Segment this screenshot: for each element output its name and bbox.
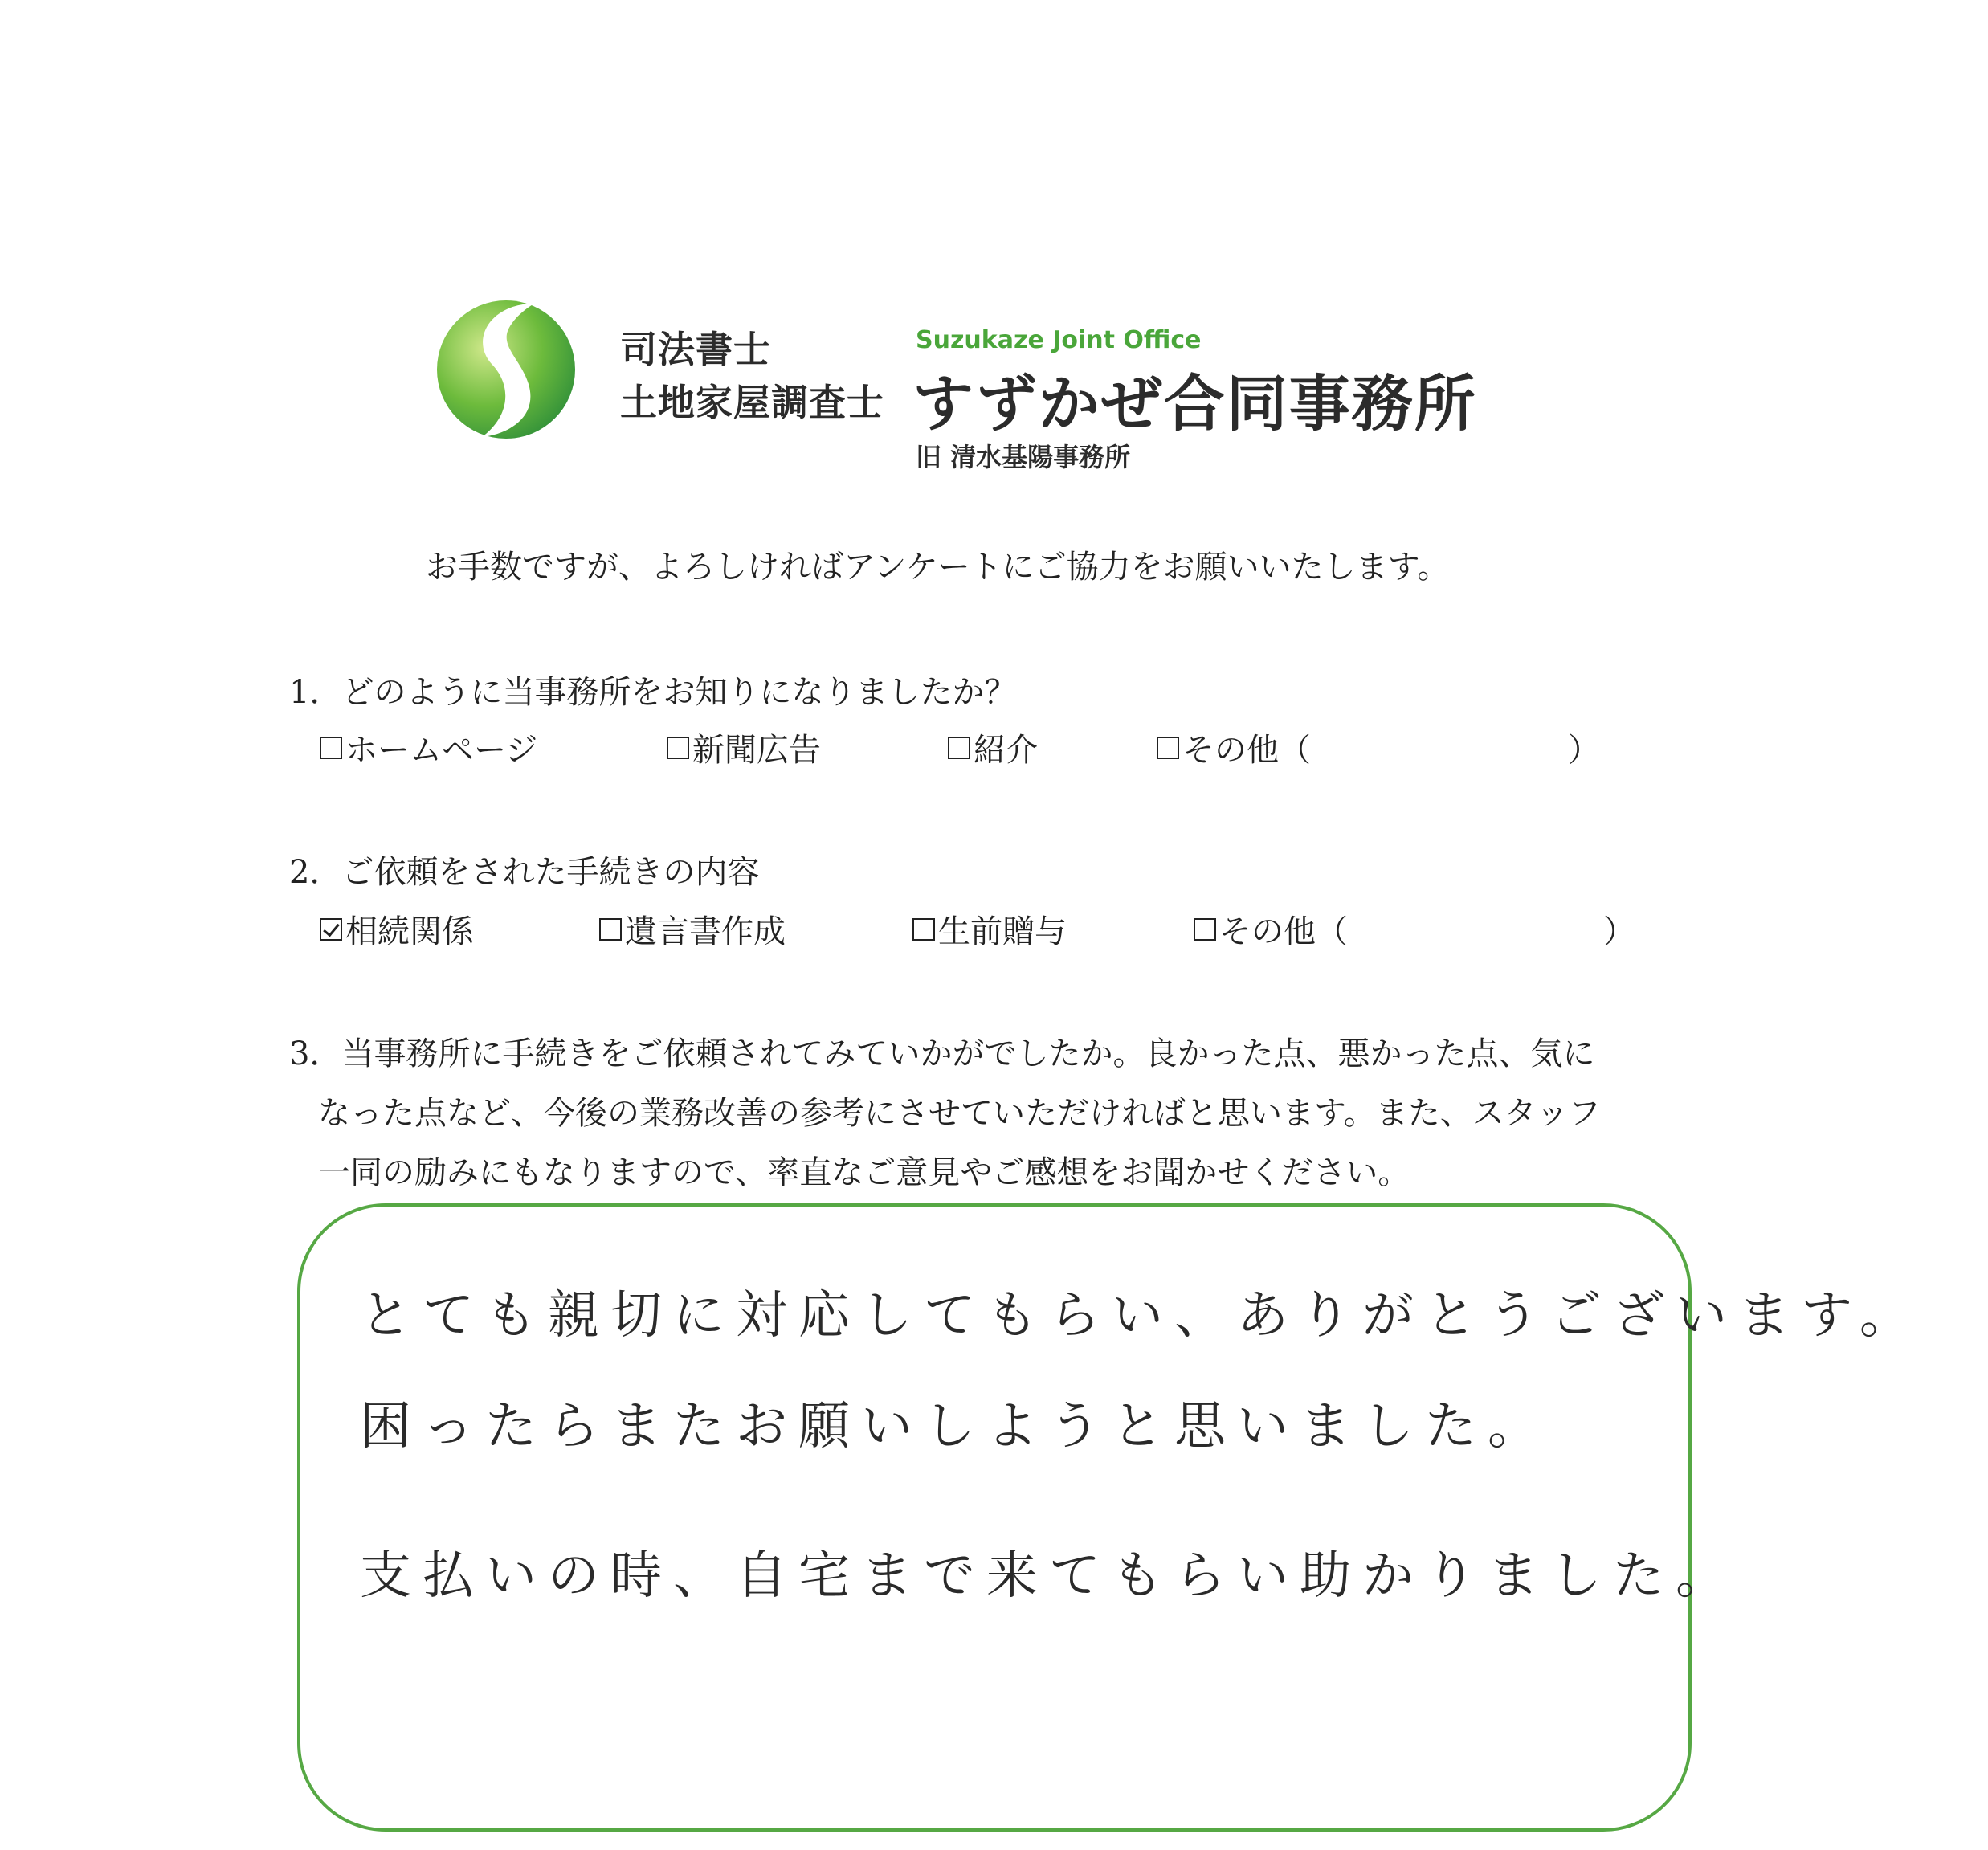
checkbox-icon[interactable] bbox=[1194, 918, 1216, 941]
qualification-titles bbox=[620, 323, 884, 429]
q2-option-label: 生前贈与 bbox=[938, 913, 1067, 950]
q1-option-other[interactable] bbox=[1157, 725, 1311, 770]
q2-other-close-paren: ） bbox=[1603, 913, 1635, 950]
office-logo-icon bbox=[434, 296, 578, 440]
q1-option-newspaper[interactable] bbox=[667, 725, 821, 770]
office-name: すずかぜ合同事務所 bbox=[912, 368, 1477, 439]
checked-checkbox-icon[interactable] bbox=[320, 918, 342, 941]
handwritten-answer-line3: 支払いの時、自宅まで来てもらい助かりました。 bbox=[360, 1546, 1738, 1606]
question-2-title: 2．ご依頼をされた手続きの内容 bbox=[289, 854, 760, 891]
q1-option-label: その他（ bbox=[1182, 732, 1311, 769]
qualification-line1: 司法書士 bbox=[620, 328, 771, 371]
checkbox-icon[interactable] bbox=[320, 737, 342, 759]
question-3-line2: なった点など、今後の業務改善の参考にさせていただければと思います。また、スタッフ bbox=[318, 1095, 1601, 1132]
handwritten-answer-line1: とても親切に対応してもらい、ありがとうございます。 bbox=[360, 1286, 1922, 1346]
q1-option-label: ホームページ bbox=[345, 732, 538, 769]
survey-intro: お手数ですが、よろしければアンケートにご協力をお願いいたします。 bbox=[426, 549, 1450, 586]
q2-option-gift[interactable] bbox=[912, 906, 1067, 952]
q1-option-label: 紹介 bbox=[974, 732, 1038, 769]
qualification-line2: 土地家屋調査士 bbox=[620, 381, 884, 424]
checkbox-icon[interactable] bbox=[599, 918, 622, 941]
q2-option-label: 遺言書作成 bbox=[625, 913, 786, 950]
question-3-line3: 一同の励みにもなりますので、率直なご意見やご感想をお聞かせください。 bbox=[318, 1154, 1410, 1191]
checkbox-icon[interactable] bbox=[948, 737, 970, 759]
question-1-title: 1．どのように当事務所をお知りになりましたか？ bbox=[289, 674, 1017, 711]
q1-option-referral[interactable] bbox=[948, 725, 1038, 770]
q1-option-label: 新聞広告 bbox=[692, 732, 821, 769]
handwritten-answer-line2: 困ったらまたお願いしようと思いました。 bbox=[360, 1397, 1550, 1456]
q2-option-label: その他（ bbox=[1219, 913, 1348, 950]
checkbox-icon[interactable] bbox=[667, 737, 689, 759]
q2-option-will[interactable] bbox=[599, 906, 786, 952]
q2-option-label: 相続関係 bbox=[345, 913, 474, 950]
checkbox-icon[interactable] bbox=[912, 918, 935, 941]
office-former-name: 旧 清水基陽事務所 bbox=[916, 442, 1131, 472]
checkbox-icon[interactable] bbox=[1157, 737, 1179, 759]
q1-option-homepage[interactable] bbox=[320, 725, 537, 770]
q2-option-inheritance[interactable] bbox=[320, 906, 474, 952]
q2-option-other[interactable] bbox=[1194, 906, 1348, 952]
q1-other-close-paren: ） bbox=[1568, 732, 1600, 769]
question-3-line1: 3．当事務所に手続きをご依頼されてみていかがでしたか。良かった点、悪かった点、気に bbox=[289, 1035, 1595, 1072]
office-name-en: Suzukaze Joint Office bbox=[916, 326, 1202, 354]
